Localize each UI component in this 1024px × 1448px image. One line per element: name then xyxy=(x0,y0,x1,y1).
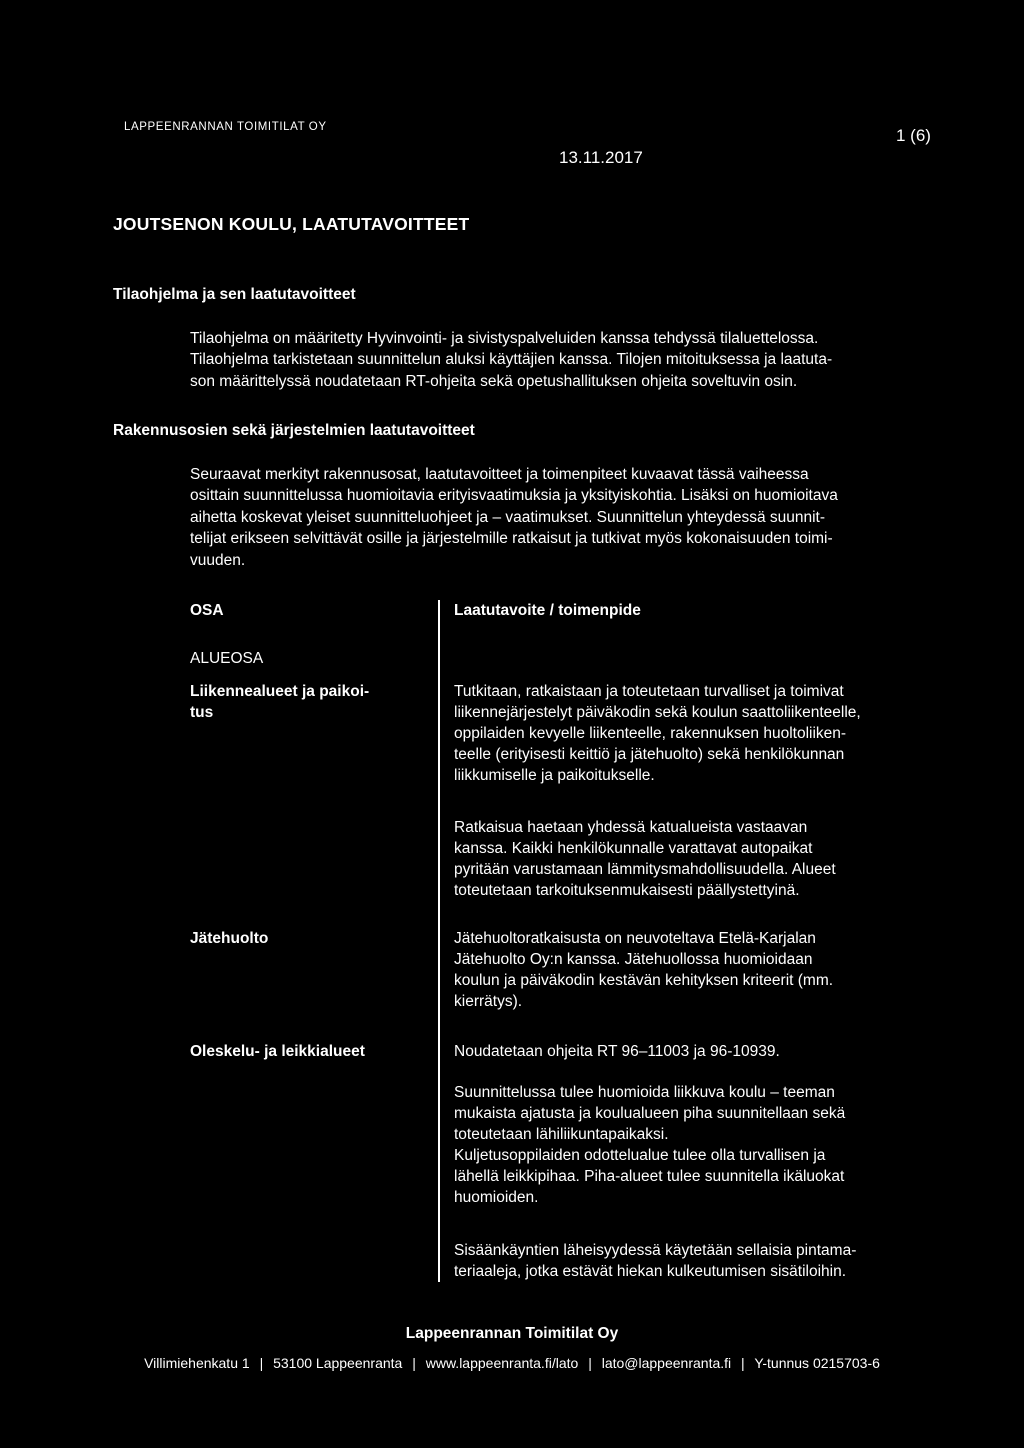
text-line: vuuden. xyxy=(190,551,246,569)
text-line: toteutetaan tarkoituksenmukaisesti päällystettyinä. xyxy=(454,882,800,899)
text-line: pyritään varustamaan lämmitysmahdollisuudella. Alueet xyxy=(454,861,836,878)
text-line: huomioiden. xyxy=(454,1189,539,1206)
text-line: Sisäänkäyntien läheisyydessä käytetään sellaisia pintama- xyxy=(454,1242,857,1259)
page-number: 1 (6) xyxy=(896,126,931,145)
text-line: Tilaohjelma tarkistetaan suunnittelun aluksi käyttäjien kanssa. Tilojen mitoituksessa ja laatuta- xyxy=(190,351,833,369)
table-group-label: ALUEOSA xyxy=(190,650,264,667)
row-label-oleskelu: Oleskelu- ja leikkialueet xyxy=(190,1043,365,1060)
table-column-divider xyxy=(438,600,440,1282)
footer-contact-line xyxy=(0,1355,1024,1371)
row-text-oleskelu-p3 xyxy=(454,1240,856,1282)
text-line: Suunnittelussa tulee huomioida liikkuva koulu – teeman xyxy=(454,1084,835,1101)
text-line: Noudatetaan ohjeita RT 96–11003 ja 96-10939. xyxy=(454,1043,780,1060)
text-line: Ratkaisua haetaan yhdessä katualueista vastaavan xyxy=(454,819,808,836)
text-line: teriaaleja, jotka estävät hiekan kulkeutumisen sisätiloihin. xyxy=(454,1263,847,1280)
footer-separator: | xyxy=(741,1355,745,1371)
text-line: lähellä leikkipihaa. Piha-alueet tulee suunnitella ikäluokat xyxy=(454,1168,845,1185)
company-header: LAPPEENRANNAN TOIMITILAT OY xyxy=(124,121,327,133)
document-date: 13.11.2017 xyxy=(559,148,643,167)
text-line: telijat erikseen selvittävät osille ja järjestelmille ratkaisut ja tutkivat myös kokonaisuuden toimi- xyxy=(190,530,833,548)
text-line: kierrätys). xyxy=(454,993,523,1010)
text-line: Tilaohjelma on määritetty Hyvinvointi- ja sivistyspalveluiden kanssa tehdyssä tilaluettelossa. xyxy=(190,330,819,347)
row-text-oleskelu-p1 xyxy=(454,1041,780,1062)
row-label-liikennealueet xyxy=(190,681,369,723)
text-line: oppilaiden kevyelle liikenteelle, rakennuksen huoltoliiken- xyxy=(454,725,847,742)
text-line: Jätehuolto Oy:n kanssa. Jätehuollossa huomioidaan xyxy=(454,951,813,968)
row-text-liikennealueet-p2 xyxy=(454,817,836,901)
section-paragraph-tilaohjelma xyxy=(190,328,950,392)
text-line: Kuljetusoppilaiden odottelualue tulee olla turvallisen ja xyxy=(454,1147,826,1164)
row-text-jatehuolto xyxy=(454,928,833,1012)
text-line: osittain suunnittelussa huomioitavia erityisvaatimuksia ja yksityiskohtia. Lisäksi on huomioitava xyxy=(190,487,838,505)
footer-web-link[interactable]: www.lappeenranta.fi/lato xyxy=(425,1355,579,1371)
text-line: Liikennealueet ja paikoi- xyxy=(190,683,370,700)
document-title: JOUTSENON KOULU, LAATUTAVOITTEET xyxy=(113,214,470,234)
text-line: mukaista ajatusta ja koulualueen piha suunnitellaan sekä xyxy=(454,1105,846,1122)
text-line: Jätehuoltoratkaisusta on neuvoteltava Etelä-Karjalan xyxy=(454,930,816,947)
text-line: son määrittelyssä noudatetaan RT-ohjeita sekä opetushallituksen ohjeita soveltuvin osin. xyxy=(190,372,798,390)
section-paragraph-rakennusosat xyxy=(190,464,990,571)
text-line: liikennejärjestelyt päiväkodin sekä koulun saattoliikenteelle, xyxy=(454,704,861,721)
table-header-osa: OSA xyxy=(190,602,224,619)
footer-company-name: Lappeenrannan Toimitilat Oy xyxy=(405,1325,619,1342)
text-line: toteutetaan lähiliikuntapaikaksi. xyxy=(454,1126,669,1143)
footer-separator: | xyxy=(412,1355,416,1371)
table-header-laatutavoite: Laatutavoite / toimenpide xyxy=(454,602,641,619)
footer-email-link[interactable]: lato@lappeenranta.fi xyxy=(601,1355,732,1371)
text-line: liikkumiselle ja paikoitukselle. xyxy=(454,767,655,784)
footer-separator: | xyxy=(588,1355,592,1371)
section-heading-rakennusosat: Rakennusosien sekä järjestelmien laatutavoitteet xyxy=(113,422,475,439)
text-line: Seuraavat merkityt rakennusosat, laatutavoitteet ja toimenpiteet kuvaavat tässä vaiheessa xyxy=(190,466,809,483)
row-text-liikennealueet-p1 xyxy=(454,681,861,786)
text-line: teelle (erityisesti keittiö ja jätehuolto) sekä henkilökunnan xyxy=(454,746,845,763)
section-heading-tilaohjelma: Tilaohjelma ja sen laatutavoitteet xyxy=(113,286,356,303)
footer-separator: | xyxy=(259,1355,264,1371)
text-line: Tutkitaan, ratkaistaan ja toteutetaan turvalliset ja toimivat xyxy=(454,683,844,700)
text-line: tus xyxy=(190,704,214,721)
footer-postal: 53100 Lappeenranta xyxy=(273,1355,403,1371)
row-label-jatehuolto: Jätehuolto xyxy=(190,930,269,947)
text-line: koulun ja päiväkodin kestävän kehityksen kriteerit (mm. xyxy=(454,972,834,989)
footer-business-id: Y-tunnus 0215703-6 xyxy=(754,1355,880,1371)
footer-address: Villimiehenkatu 1 xyxy=(144,1355,250,1371)
text-line: aihetta koskevat yleiset suunnitteluohjeet ja – vaatimukset. Suunnittelun yhteydessä suunnit- xyxy=(190,508,826,526)
text-line: kanssa. Kaikki henkilökunnalle varattavat autopaikat xyxy=(454,840,813,857)
row-text-oleskelu-p2 xyxy=(454,1082,845,1208)
